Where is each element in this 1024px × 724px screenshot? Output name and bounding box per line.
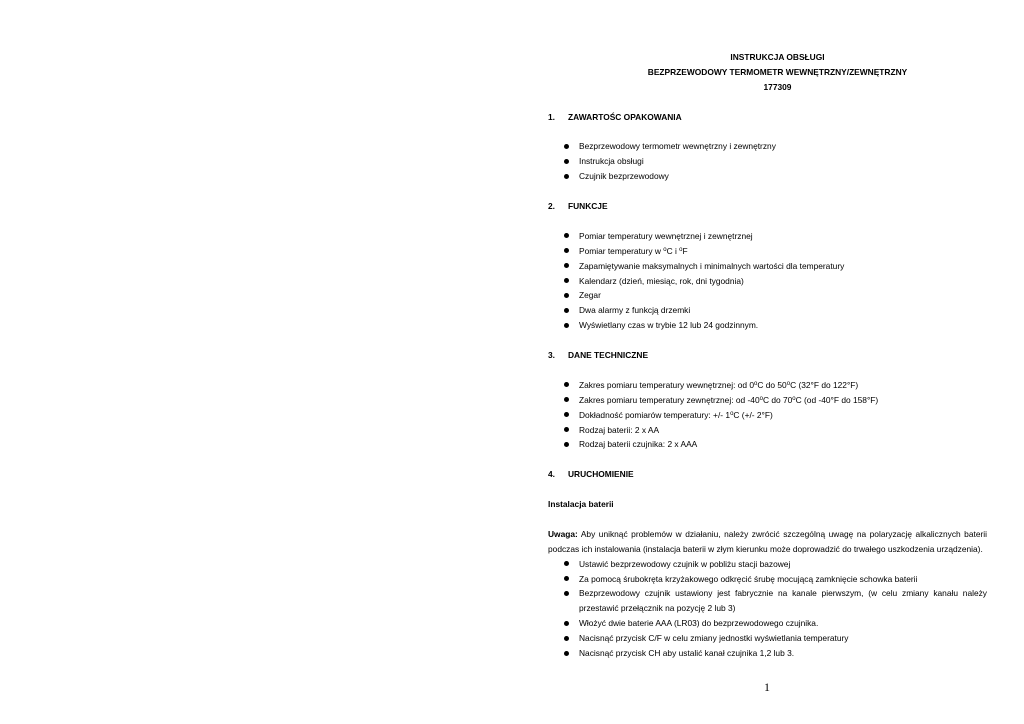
document-column (548, 50, 987, 661)
list-item: Nacisnąć przycisk C/F w celu zmiany jednostki wyświetlania temperatury (548, 631, 987, 646)
bullet-icon (564, 442, 569, 447)
section-heading-3 (548, 348, 987, 363)
warning-note (548, 527, 987, 557)
list-item: Zegar (548, 288, 987, 303)
bullet-icon (564, 382, 569, 387)
section-heading-2 (548, 199, 987, 214)
bullet-icon (564, 427, 569, 432)
bullet-icon (564, 308, 569, 313)
list-item: Za pomocą śrubokręta krzyżakowego odkręcić śrubę mocującą zamknięcie schowka baterii (548, 572, 987, 587)
list-item: Ustawić bezprzewodowy czujnik w pobliżu stacji bazowej (548, 557, 987, 572)
list-item: Kalendarz (dzień, miesiąc, rok, dni tygodnia) (548, 274, 987, 289)
bullet-icon (564, 636, 569, 641)
bullet-icon (564, 576, 569, 581)
list-item: Czujnik bezprzewodowy (548, 169, 987, 184)
bullet-icon (564, 174, 569, 179)
bullet-icon (564, 144, 569, 149)
bullet-icon (564, 621, 569, 626)
list-item: Włożyć dwie baterie AAA (LR03) do bezprzewodowego czujnika. (548, 616, 987, 631)
bullet-icon (564, 651, 569, 656)
doc-model-number: 177309 (763, 81, 792, 92)
startup-steps-list (548, 557, 987, 661)
list-item: Rodzaj baterii: 2 x AA (548, 423, 987, 438)
bullet-icon (564, 248, 569, 253)
section-heading-4 (548, 467, 987, 482)
bullet-icon (564, 159, 569, 164)
section-title: FUNKCJE (568, 201, 608, 212)
bullet-icon (564, 561, 569, 566)
list-item: Bezprzewodowy czujnik ustawiony jest fabrycznie na kanale pierwszym, (w celu zmiany kanału należy przestawić przełącznik na pozycję 2 lub 3) (548, 586, 987, 616)
section-title: URUCHOMIENIE (568, 469, 634, 480)
section-number: 1. (548, 111, 555, 122)
list-item: Dwa alarmy z funkcją drzemki (548, 303, 987, 318)
bullet-icon (564, 233, 569, 238)
list-item: Nacisnąć przycisk CH aby ustalić kanał czujnika 1,2 lub 3. (548, 646, 987, 661)
note-text: Aby uniknąć problemów w działaniu, należy zwrócić szczególną uwagę na polaryzację alkalicznych baterii podczas ich instalowania (instalacja baterii w złym kierunku może doprowadzić do trwałego uszkodzenia urządzenia). (548, 528, 987, 554)
functions-list (548, 229, 987, 333)
bullet-icon (564, 323, 569, 328)
doc-title: INSTRUKCJA OBSŁUGI (730, 52, 825, 62)
note-label: Uwaga: (548, 528, 578, 539)
bullet-icon (564, 591, 569, 596)
list-item: Rodzaj baterii czujnika: 2 x AAA (548, 437, 987, 452)
list-item: Bezprzewodowy termometr wewnętrzny i zewnętrzny (548, 139, 987, 154)
subsection-title: Instalacja baterii (548, 499, 614, 510)
list-item: Zakres pomiaru temperatury zewnętrznej: od -40$^o$C do 70$^o$C (od -40°F do 158°F) (548, 393, 987, 408)
list-item: Instrukcja obsługi (548, 154, 987, 169)
list-item: Wyświetlany czas w trybie 12 lub 24 godzinnym. (548, 318, 987, 333)
list-item: Zapamiętywanie maksymalnych i minimalnych wartości dla temperatury (548, 259, 987, 274)
list-item: Pomiar temperatury w $^o$C i $^o$F (548, 244, 987, 259)
list-item: Zakres pomiaru temperatury wewnętrznej: od 0$^o$C do 50$^o$C (32°F do 122°F) (548, 378, 987, 393)
list-item: Dokładność pomiarów temperatury: +/- 1$^o$C (+/- 2°F) (548, 408, 987, 423)
bullet-icon (564, 293, 569, 298)
bullet-icon (564, 397, 569, 402)
section-heading-1 (548, 110, 987, 125)
bullet-icon (564, 278, 569, 283)
doc-subtitle: BEZPRZEWODOWY TERMOMETR WEWNĘTRZNY/ZEWNĘTRZNY (647, 66, 908, 77)
bullet-icon (564, 263, 569, 268)
section-number: 2. (548, 201, 555, 212)
section-number: 4. (548, 469, 555, 480)
bullet-icon (564, 412, 569, 417)
list-item: Pomiar temperatury wewnętrznej i zewnętrznej (548, 229, 987, 244)
page-number: 1 (764, 680, 770, 694)
package-contents-list (548, 139, 987, 184)
section-number: 3. (548, 350, 555, 361)
section-title: ZAWARTOŚC OPAKOWANIA (568, 111, 682, 122)
technical-data-list (548, 378, 987, 453)
section-title: DANE TECHNICZNE (568, 350, 649, 361)
